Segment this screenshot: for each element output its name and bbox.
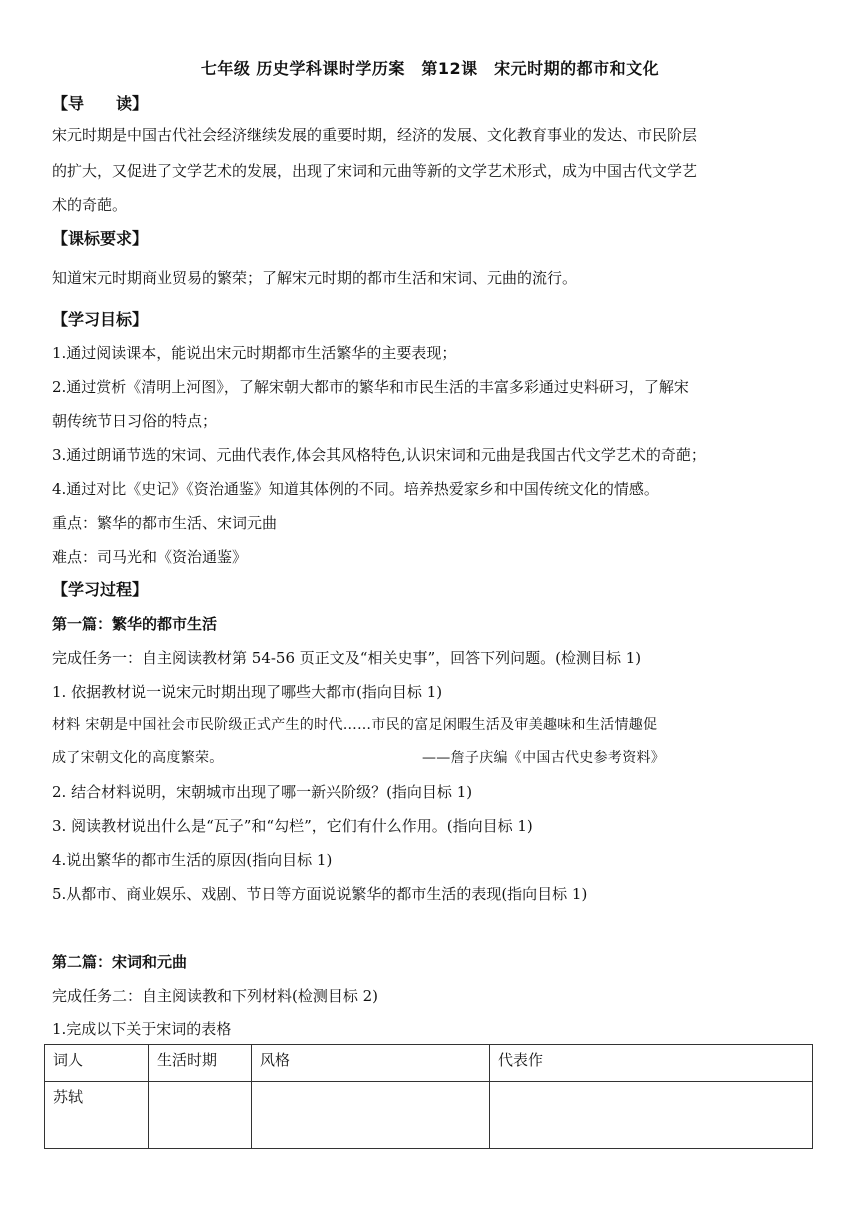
goal-line-1: 1.通过阅读课本，能说出宋元时期都市生活繁华的主要表现；	[52, 344, 457, 362]
part1-question-3: 3. 阅读教材说出什么是“瓦子”和“勾栏”，它们有什么作用。(指向目标 1)	[52, 817, 533, 835]
part2-task: 完成任务二：自主阅读教和下列材料(检测目标 2)	[52, 987, 379, 1005]
guide-heading: 【导 读】	[52, 94, 149, 113]
table-cell-works[interactable]	[490, 1082, 813, 1149]
part1-question-4: 4.说出繁华的都市生活的原因(指向目标 1)	[52, 851, 333, 869]
goal-line-4: 3.通过朗诵节选的宋词、元曲代表作,体会其风格特色,认识宋词和元曲是我国古代文学艺术的奇葩；	[52, 446, 706, 464]
table-header-works: 代表作	[490, 1045, 813, 1082]
material-source: ——詹子庆编《中国古代史参考资料》	[422, 750, 666, 766]
part2-question-1: 1.完成以下关于宋词的表格	[52, 1020, 232, 1038]
goal-line-2: 2.通过赏析《清明上河图》，了解宋朝大都市的繁华和市民生活的丰富多彩通过史料研习，了解宋	[52, 378, 689, 396]
table-header-period: 生活时期	[149, 1045, 252, 1082]
goal-line-3: 朝传统节日习俗的特点；	[52, 412, 218, 430]
part1-question-1: 1. 依据教材说一说宋元时期出现了哪些大都市(指向目标 1)	[52, 683, 443, 701]
part1-task: 完成任务一：自主阅读教材第 54-56 页正文及“相关史事”，回答下列问题。(检测目标 1)	[52, 649, 642, 667]
part1-title: 第一篇：繁华的都市生活	[52, 615, 218, 633]
difficulty: 难点：司马光和《资治通鉴》	[52, 548, 248, 566]
guide-line-2: 的扩大，又促进了文学艺术的发展，出现了宋词和元曲等新的文学艺术形式，成为中国古代文学艺	[52, 162, 698, 180]
table-cell-period[interactable]	[149, 1082, 252, 1149]
key-point: 重点：繁华的都市生活、宋词元曲	[52, 514, 278, 532]
table-header-poet: 词人	[45, 1045, 149, 1082]
table-header-row	[45, 1045, 813, 1082]
material-line-1: 材料 宋朝是中国社会市民阶级正式产生的时代……市民的富足闲暇生活及审美趣味和生活情趣促	[52, 717, 658, 733]
table-cell-style[interactable]	[252, 1082, 490, 1149]
guide-line-1: 宋元时期是中国古代社会经济继续发展的重要时期，经济的发展、文化教育事业的发达、市民阶层	[52, 126, 698, 144]
table-cell-poet: 苏轼	[45, 1082, 149, 1149]
guide-line-3: 术的奇葩。	[52, 196, 128, 214]
part1-question-2: 2. 结合材料说明，宋朝城市出现了哪一新兴阶级？(指向目标 1)	[52, 783, 473, 801]
part2-title: 第二篇：宋词和元曲	[52, 953, 188, 971]
process-heading: 【学习过程】	[52, 580, 149, 599]
part1-question-5: 5.从都市、商业娱乐、戏剧、节日等方面说说繁华的都市生活的表现(指向目标 1)	[52, 885, 588, 903]
goal-line-5: 4.通过对比《史记》《资治通鉴》知道其体例的不同。培养热爱家乡和中国传统文化的情感。	[52, 480, 659, 498]
song-ci-table	[44, 1044, 813, 1149]
standard-text: 知道宋元时期商业贸易的繁荣；了解宋元时期的都市生活和宋词、元曲的流行。	[52, 269, 578, 287]
table-header-style: 风格	[252, 1045, 490, 1082]
material-line-2: 成了宋朝文化的高度繁荣。	[52, 750, 224, 766]
page-title: 七年级 历史学科课时学历案 第12课 宋元时期的都市和文化	[200, 59, 660, 78]
standard-heading: 【课标要求】	[52, 229, 149, 248]
table-row	[45, 1082, 813, 1149]
goals-heading: 【学习目标】	[52, 310, 149, 329]
